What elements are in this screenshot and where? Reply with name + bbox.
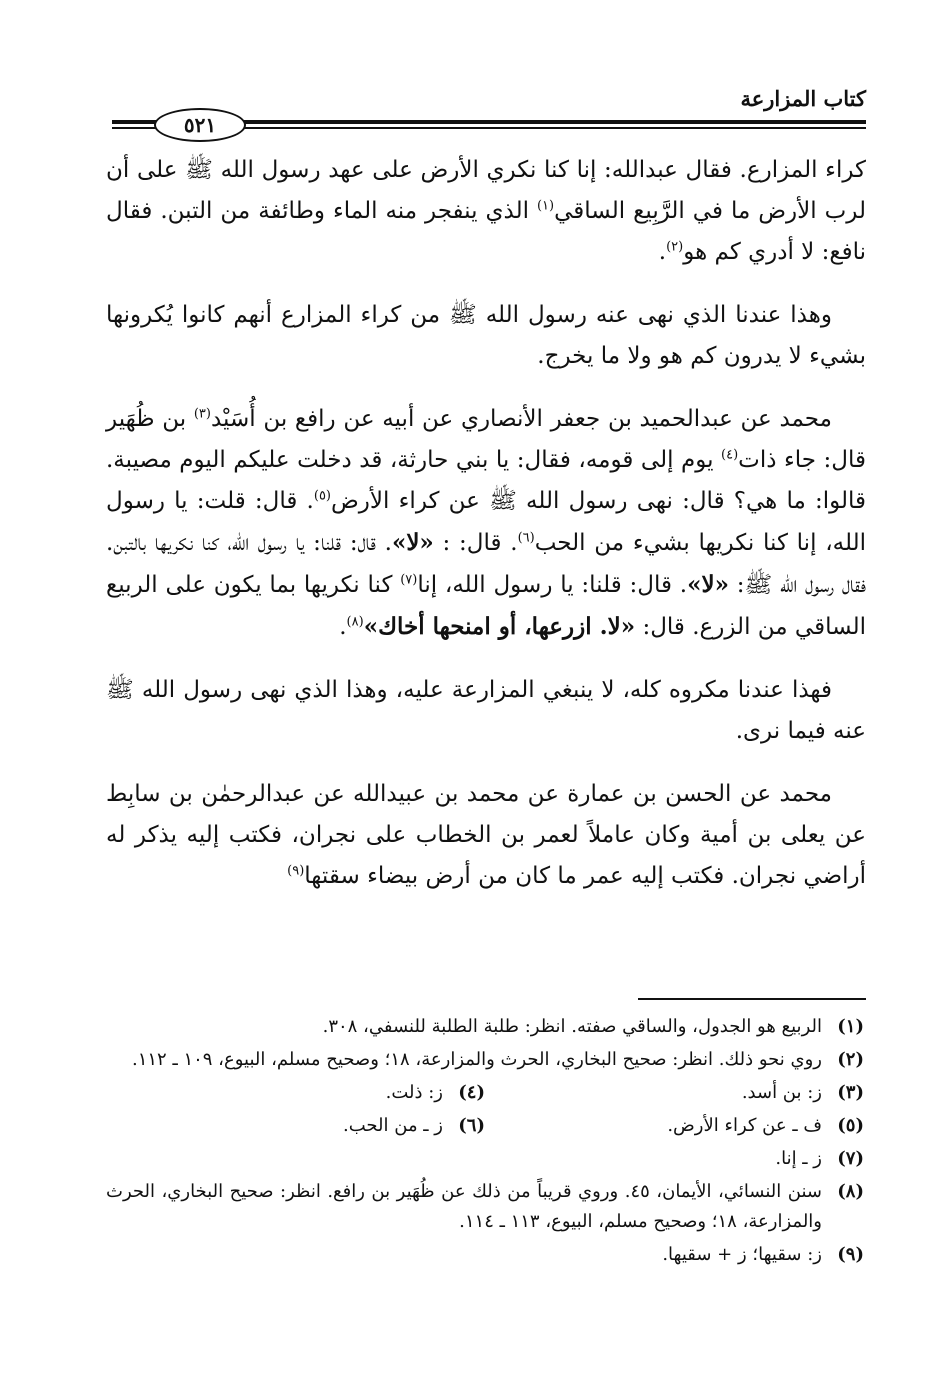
text-run: .	[339, 614, 347, 640]
page-number: ٥٢١	[154, 108, 246, 142]
footnote-6: (٦) ز ـ من الحب.	[343, 1115, 485, 1136]
text-run: كنا نكريها بما يكون على الربيع الساقي من الزرع. قال:	[106, 572, 866, 640]
text-run: محمد عن الحسن بن عمارة عن محمد بن عبيدالله عن عبدالرحمٰن بن سابِط عن يعلى بن أمية وكان عاملاً لعمر بن الخطاب على نجران، فكتب إليه يذكر له أراضي نجران. فكتب إليه عمر ما كان من أرض بيضاء سقتها	[106, 781, 866, 889]
text-run: محمد عن عبدالحميد بن جعفر الأنصاري عن أبيه عن رافع بن أُسَيْد	[210, 406, 832, 432]
text-run: بن ظُهَير قال: جاء ذات	[106, 406, 866, 473]
footnote-row	[106, 1078, 864, 1108]
footnote-ref: (٨)	[346, 614, 364, 630]
footnote-separator	[638, 998, 866, 1000]
text-run: . قال: قلت: يا رسول الله، إنا كنا نكريها بشيء من الحب	[106, 488, 866, 556]
footnote-7: (٧) ز ـ إنا.	[775, 1148, 864, 1169]
text-run: . قال: قلنا: يا رسول الله، كنا نكريها بالتبن. فقال رسول الله ﷺ:	[106, 530, 866, 598]
hadith-quote: «لا. ازرعها، أو امنحها أخاك»	[363, 613, 636, 640]
footnote-4: (٤) ز: ذلت.	[385, 1082, 485, 1103]
paragraph-1	[106, 150, 866, 273]
paragraph-4: فهذا عندنا مكروه كله، لا ينبغي المزارعة عليه، وهذا الذي نهى رسول الله ﷺ عنه فيما نرى.	[106, 677, 866, 744]
hadith-quote: «لا»	[391, 529, 434, 556]
footnote-5: (٥) ف ـ عن كراء الأرض.	[667, 1115, 864, 1136]
footnotes	[106, 1012, 864, 1273]
text-run: يوم إلى قومه، فقال: يا بني حارثة، قد دخلت عليكم اليوم مصيبة. قالوا: ما هي؟ قال: نهى رسول الله ﷺ عن كراء الأرض	[106, 447, 866, 514]
footnote-9: (٩) ز: سقيها؛ ز + سقيها.	[662, 1244, 864, 1265]
text-run: . قال: :	[433, 530, 518, 556]
book-title: كتاب المزارعة	[740, 86, 866, 111]
footnote-8: (٨) سنن النسائي، الأيمان، ٤٥. وروي قريباً من ذلك عن ظُهَير بن رافع. انظر: صحيح البخاري، الحرث والمزارعة، ١٨؛ وصحيح مسلم، البيوع، ١١٣ ـ ١١٤.	[106, 1181, 864, 1232]
paragraph-2: وهذا عندنا الذي نهى عنه رسول الله ﷺ من كراء المزارع أنهم كانوا يُكرونها بشيء لا يدرون كم هو ولا ما يخرج.	[106, 302, 866, 369]
page-header	[112, 86, 866, 140]
footnote-ref: (٢)	[666, 239, 684, 255]
footnote-3: (٣) ز: بن أسد.	[741, 1082, 864, 1103]
text-run: كراء المزارع. فقال عبدالله: إنا كنا نكري الأرض على عهد رسول الله ﷺ على أن لرب الأرض ما في الرَّبِيع الساقي	[106, 157, 866, 224]
footnote-ref: (٧)	[400, 572, 418, 588]
hadith-quote: «لا»	[687, 571, 729, 598]
text-run: .	[658, 239, 667, 265]
footnote-ref: (١)	[536, 198, 555, 214]
paragraph-5	[106, 774, 866, 897]
paragraph-3	[106, 399, 866, 648]
footnote-ref: (٩)	[287, 863, 305, 879]
text-run: . قال: قلنا: يا رسول الله، إنا	[417, 572, 688, 598]
footnote-ref: (٤)	[721, 447, 739, 463]
main-text	[106, 150, 866, 919]
footnote-ref: (٥)	[313, 488, 331, 504]
footnote-ref: (٦)	[517, 530, 535, 546]
footnote-ref: (٣)	[193, 406, 211, 422]
footnote-row	[106, 1111, 864, 1141]
footnote-2: (٢) روي نحو ذلك. انظر: صحيح البخاري، الحرث والمزارعة، ١٨؛ وصحيح مسلم، البيوع، ١٠٩ ـ ١١٢.	[131, 1049, 864, 1070]
footnote-1: (١) الربيع هو الجدول، والساقي صفته. انظر: طلبة الطلبة للنسفي، ٣٠٨.	[322, 1016, 864, 1037]
text-run: الذي ينفجر منه الماء وطائفة من التبن. فقال نافع: لا أدري كم هو	[106, 198, 866, 265]
